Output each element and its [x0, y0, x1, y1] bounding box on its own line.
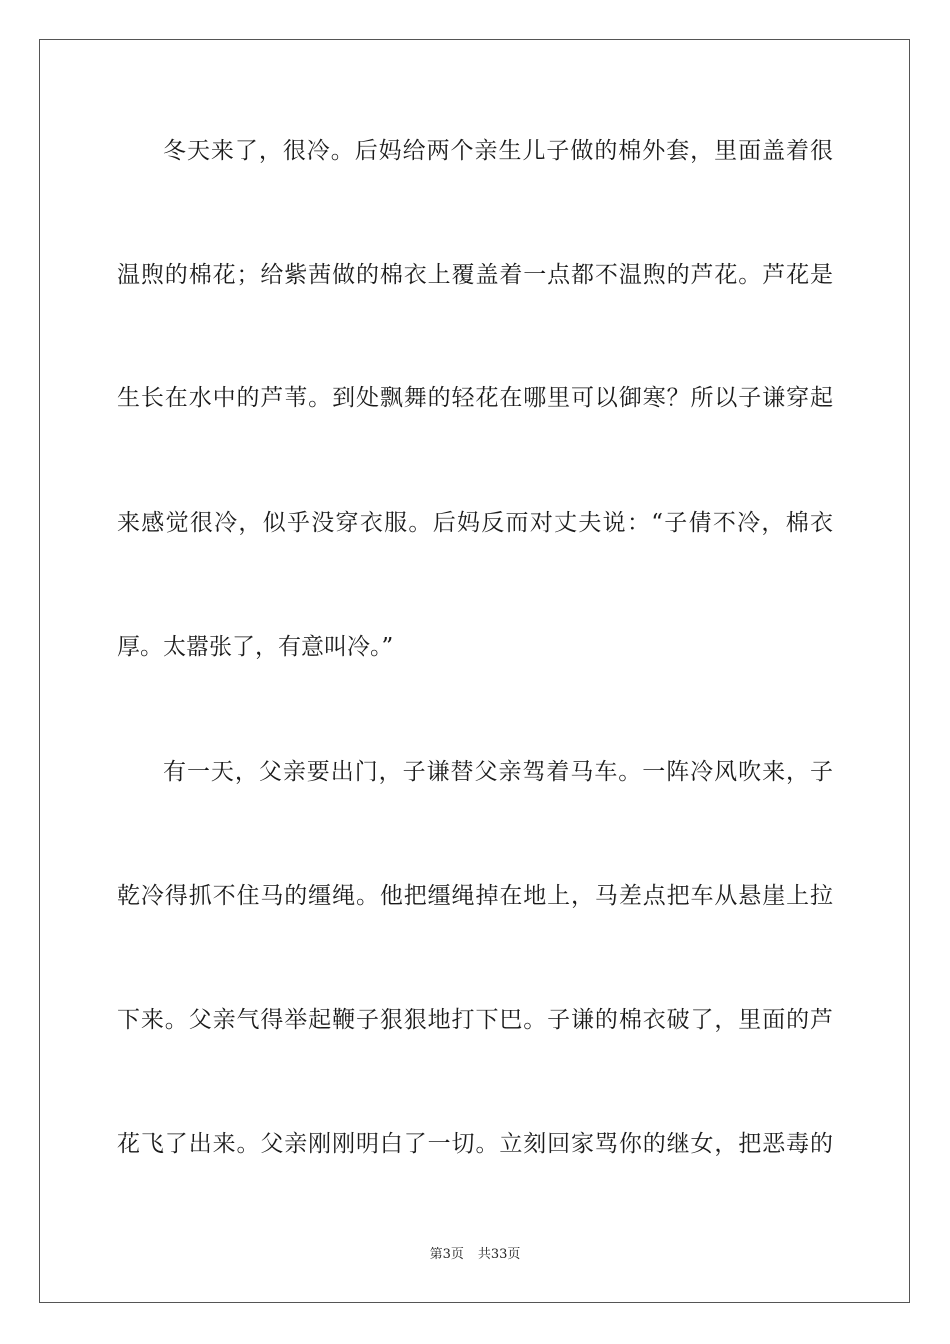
page-border — [39, 39, 910, 1303]
text-line: 温煦的棉花；给紫茜做的棉衣上覆盖着一点都不温煦的芦花。芦花是 — [117, 262, 833, 288]
text-line: 冬天来了，很冷。后妈给两个亲生儿子做的棉外套，里面盖着很 — [163, 138, 833, 164]
text-line: 厚。太嚣张了，有意叫冷。” — [117, 634, 394, 660]
page-footer — [0, 1246, 950, 1264]
text-line: 花飞了出来。父亲刚刚明白了一切。立刻回家骂你的继女，把恶毒的 — [117, 1131, 833, 1157]
page-number: 第3页 — [429, 1247, 464, 1262]
text-line: 有一天，父亲要出门，子谦替父亲驾着马车。一阵冷风吹来，子 — [163, 759, 833, 785]
text-line: 下来。父亲气得举起鞭子狠狠地打下巴。子谦的棉衣破了，里面的芦 — [117, 1007, 833, 1033]
text-line: 生长在水中的芦苇。到处飘舞的轻花在哪里可以御寒？所以子谦穿起 — [117, 385, 833, 411]
page-total: 共33页 — [477, 1247, 521, 1262]
text-line: 来感觉很冷，似乎没穿衣服。后妈反而对丈夫说：“子倩不冷，棉衣 — [117, 510, 833, 536]
text-line: 乾冷得抓不住马的缰绳。他把缰绳掉在地上，马差点把车从悬崖上拉 — [117, 883, 833, 909]
